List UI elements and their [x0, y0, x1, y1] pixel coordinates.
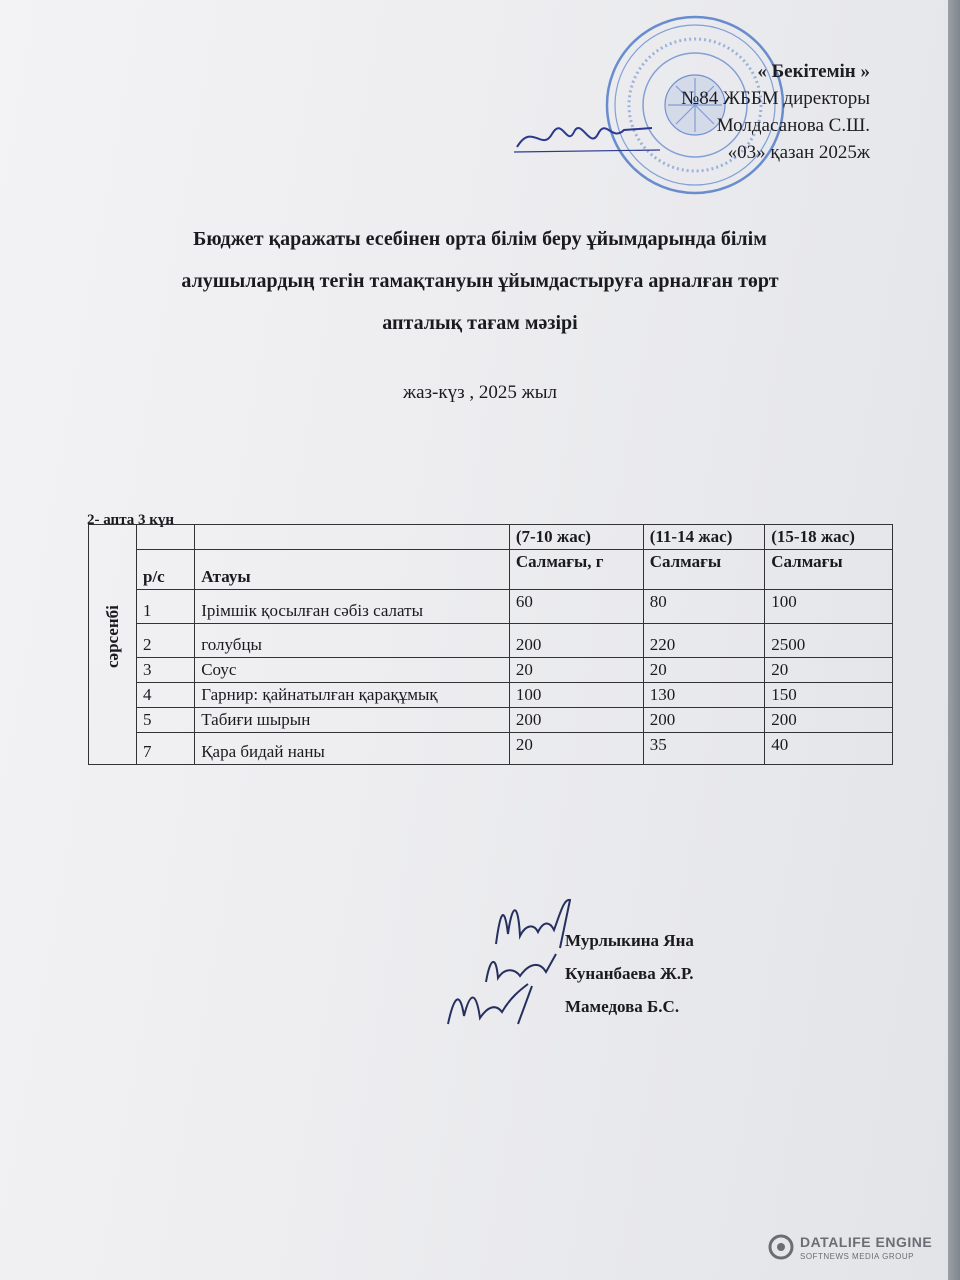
row-v1: 20	[509, 658, 643, 683]
table-row	[89, 683, 893, 708]
row-name: Гарнир: қайнатылған қарақұмық	[195, 683, 510, 708]
signer-name: Кунанбаева Ж.Р.	[565, 964, 694, 983]
row-name: голубцы	[195, 624, 510, 658]
row-num: 7	[137, 733, 195, 765]
signer-name: Мамедова Б.С.	[565, 997, 680, 1016]
row-v3: 40	[765, 733, 893, 765]
watermark-sub: SOFTNEWS MEDIA GROUP	[800, 1252, 915, 1261]
table-row	[89, 590, 893, 624]
row-name: Ірімшік қосылған сәбіз салаты	[195, 590, 510, 624]
week-day-label: 2- апта 3 күн	[87, 512, 175, 528]
row-v3: 200	[765, 708, 893, 733]
row-v2: 220	[643, 624, 765, 658]
nurse-signature	[440, 980, 540, 1030]
title-line-3: апталық тағам мәзірі	[382, 312, 578, 334]
header-weight-2: Салмағы	[643, 550, 765, 590]
row-name: Табиғи шырын	[195, 708, 510, 733]
datalife-logo-icon	[768, 1234, 794, 1260]
title-line-2: алушылардың тегін тамақтануын ұйымдастыруға арналған төрт	[181, 270, 779, 292]
row-v2: 200	[643, 708, 765, 733]
row-num: 1	[137, 590, 195, 624]
row-v2: 20	[643, 658, 765, 683]
table-row	[89, 708, 893, 733]
header-num: р/с	[137, 550, 195, 590]
row-num: 4	[137, 683, 195, 708]
approval-date: «03» қазан 2025ж	[727, 142, 870, 163]
signer-name: Мурлыкина Яна	[565, 931, 694, 950]
background-edge	[948, 0, 960, 1280]
age-group-11-14: (11-14 жас)	[643, 525, 765, 550]
age-group-15-18: (15-18 жас)	[765, 525, 893, 550]
row-v3: 100	[765, 590, 893, 624]
row-v3: 20	[765, 658, 893, 683]
header-row	[89, 550, 893, 590]
age-group-7-10: (7-10 жас)	[509, 525, 643, 550]
header-name: Атауы	[195, 550, 510, 590]
table-row	[89, 658, 893, 683]
row-v2: 130	[643, 683, 765, 708]
row-name: Қара бидай наны	[195, 733, 510, 765]
age-group-row	[89, 525, 893, 550]
row-v1: 20	[509, 733, 643, 765]
day-name: сәрсенбі	[102, 604, 122, 668]
row-num: 3	[137, 658, 195, 683]
watermark-main: DATALIFE ENGINE	[800, 1234, 933, 1250]
director-signature	[512, 112, 662, 162]
approval-heading: « Бекітемін »	[757, 61, 870, 82]
row-v3: 150	[765, 683, 893, 708]
row-v2: 35	[643, 733, 765, 765]
table-row	[89, 624, 893, 658]
day-cell	[89, 525, 137, 765]
approval-director-name: Молдасанова С.Ш.	[716, 115, 870, 136]
row-v1: 200	[509, 624, 643, 658]
menu-table	[88, 524, 893, 765]
title-line-1: Бюджет қаражаты есебінен орта білім беру ұйымдарында білім	[193, 228, 767, 250]
document-title	[80, 218, 880, 344]
table-row	[89, 733, 893, 765]
approval-director: №84 ЖББМ директоры	[681, 88, 870, 109]
season-label: жаз-күз , 2025 жыл	[402, 382, 557, 403]
header-weight-1: Салмағы, г	[509, 550, 643, 590]
header-weight-3: Салмағы	[765, 550, 893, 590]
row-v3: 2500	[765, 624, 893, 658]
row-v1: 100	[509, 683, 643, 708]
row-v1: 60	[509, 590, 643, 624]
row-v2: 80	[643, 590, 765, 624]
row-num: 5	[137, 708, 195, 733]
row-num: 2	[137, 624, 195, 658]
row-name: Соус	[195, 658, 510, 683]
approval-block	[681, 58, 870, 166]
row-v1: 200	[509, 708, 643, 733]
